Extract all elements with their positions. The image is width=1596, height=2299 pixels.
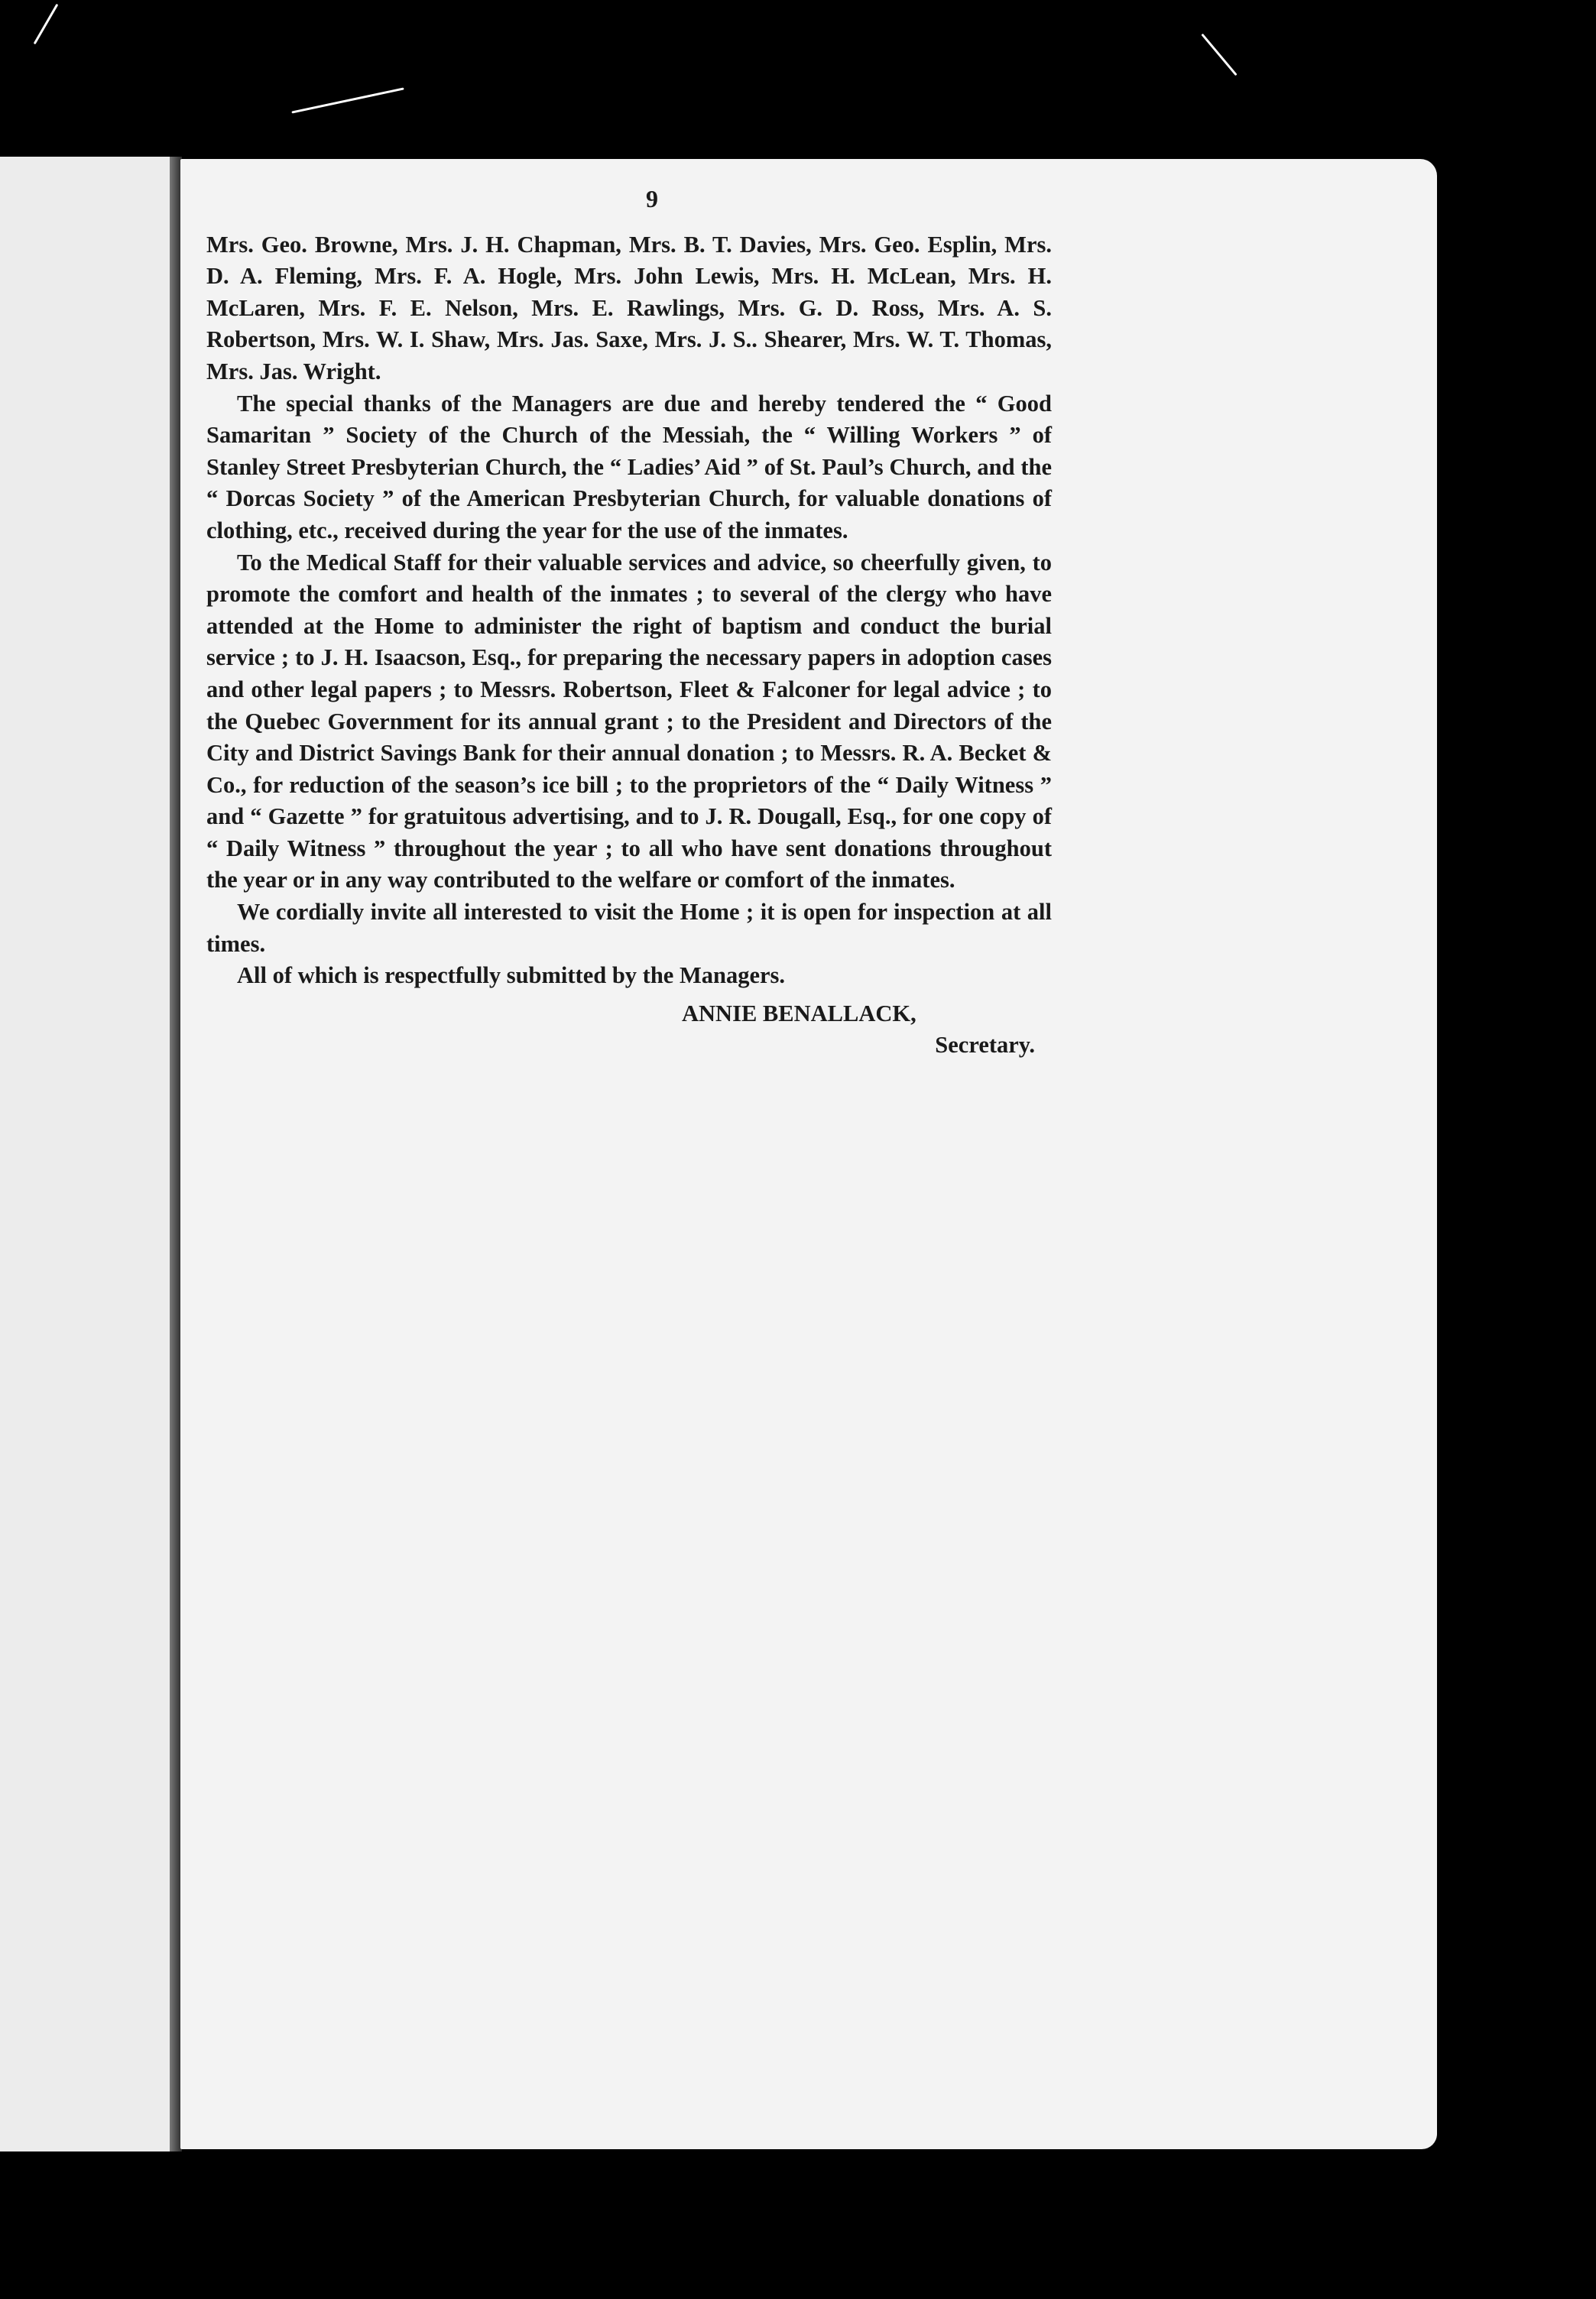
paragraph-contributors: Mrs. Geo. Browne, Mrs. J. H. Chapman, Mrs. B. T. Davies, Mrs. Geo. Esplin, Mrs. D. A. Fleming, Mrs. F. A. Hogle, Mrs. John Lewis, Mrs. H. McLean, Mrs. H. McLaren, Mrs. F. E. Nelson, Mrs. E. Rawlings, Mrs. G. D. Ross, Mrs. A. S. Robertson, Mrs. W. I. Shaw, Mrs. Jas. Saxe, Mrs. J. S.. Shearer, Mrs. W. T. Thomas, Mrs. Jas. Wright. bbox=[206, 231, 1052, 384]
signature-name: ANNIE BENALLACK, bbox=[682, 1000, 916, 1026]
paragraph-submission: All of which is respectfully submitted by the Managers. bbox=[237, 962, 786, 989]
film-scratch bbox=[291, 87, 404, 113]
paragraph-acknowledgements: To the Medical Staff for their valuable services and advice, so cheerfully given, to promote the comfort and health of the inmates ; to several of the clergy who have attended at the Home to administer the right of baptism and conduct the burial service ; to J. H. Isaacson, Esq., for preparing the necessary papers in adoption cases and other legal papers ; to Messrs. Robertson, Fleet & Falconer for legal advice ; to the Quebec Government for its annual grant ; to the President and Directors of the City and District Savings Bank for their annual donation ; to Messrs. R. A. Becket & Co., for reduction of the season’s ice bill ; to the proprietors of the “ Daily Witness ” and “ Gazette ” for gratuitous advertising, and to J. R. Dougall, Esq., for one copy of “ Daily Witness ” throughout the year ; to all who have sent donations throughout the year or in any way contributed to the welfare or comfort of the inmates. bbox=[206, 549, 1052, 893]
facing-page bbox=[0, 157, 177, 2151]
film-scratch bbox=[1201, 34, 1237, 76]
page-text bbox=[206, 183, 1052, 1062]
film-scratch bbox=[34, 4, 59, 44]
page-number: 9 bbox=[646, 185, 658, 212]
signature-title: Secretary. bbox=[935, 1032, 1035, 1059]
paragraph-invitation: We cordially invite all interested to visit the Home ; it is open for inspection at all times. bbox=[206, 899, 1052, 957]
paragraph-thanks: The special thanks of the Managers are due and hereby tendered the “ Good Samaritan ” Society of the Church of the Messiah, the “ Willing Workers ” of Stanley Street Presbyterian Church, the “ Ladies’ Aid ” of St. Paul’s Church, and the “ Dorcas Society ” of the American Presbyterian Church, for valuable donations of clothing, etc., received during the year for the use of the inmates. bbox=[206, 390, 1052, 543]
